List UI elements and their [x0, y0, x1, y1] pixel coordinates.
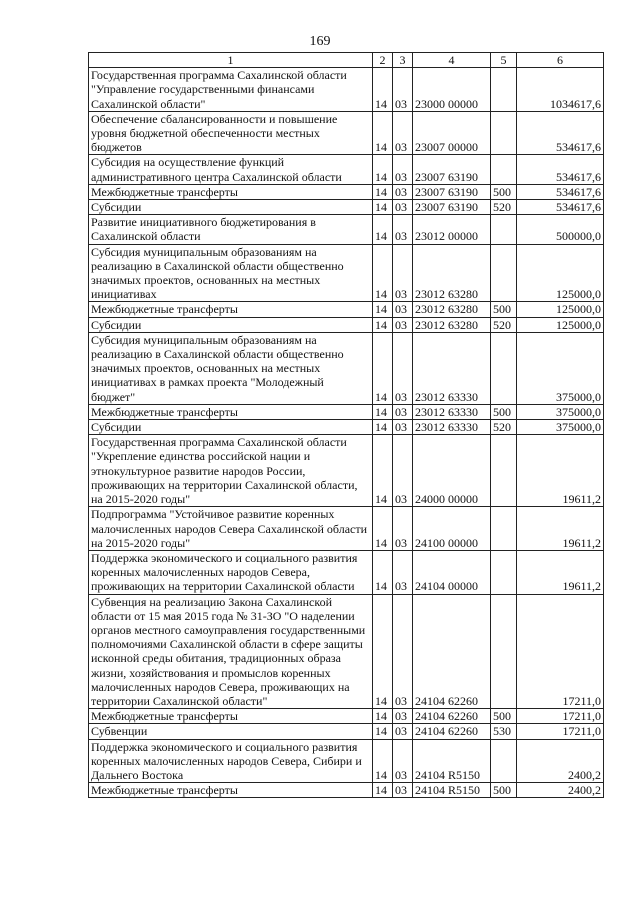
row-expense-type [491, 68, 517, 112]
row-target-code: 23007 63190 [413, 184, 491, 199]
header-col-5: 5 [491, 53, 517, 68]
row-amount: 17211,0 [517, 709, 604, 724]
budget-table [88, 52, 604, 798]
row-name: Межбюджетные трансферты [89, 184, 373, 199]
row-name: Межбюджетные трансферты [89, 302, 373, 317]
row-expense-type [491, 550, 517, 594]
row-target-code: 23012 63280 [413, 244, 491, 302]
row-section: 14 [373, 594, 393, 709]
row-section: 14 [373, 68, 393, 112]
header-col-1: 1 [89, 53, 373, 68]
row-name: Государственная программа Сахалинской области "Укрепление единства российской нации и этнокультурное развитие народов России, проживающих на территории Сахалинской области, на 2015-2020 годы" [89, 435, 373, 507]
row-subsection: 03 [393, 200, 413, 215]
table-row [89, 739, 604, 783]
row-subsection: 03 [393, 302, 413, 317]
row-amount: 375000,0 [517, 332, 604, 404]
table-row [89, 594, 604, 709]
table-row [89, 420, 604, 435]
row-expense-type [491, 215, 517, 244]
row-target-code: 24000 00000 [413, 435, 491, 507]
row-subsection: 03 [393, 739, 413, 783]
table-row [89, 550, 604, 594]
row-subsection: 03 [393, 783, 413, 798]
row-amount: 125000,0 [517, 302, 604, 317]
table-row [89, 435, 604, 507]
row-amount: 534617,6 [517, 111, 604, 155]
row-subsection: 03 [393, 507, 413, 551]
row-expense-type: 500 [491, 184, 517, 199]
row-amount: 534617,6 [517, 184, 604, 199]
row-subsection: 03 [393, 332, 413, 404]
table-body [89, 68, 604, 798]
row-amount: 19611,2 [517, 550, 604, 594]
row-target-code: 24104 R5150 [413, 739, 491, 783]
row-name: Обеспечение сбалансированности и повышение уровня бюджетной обеспеченности местных бюджетов [89, 111, 373, 155]
row-name: Субсидия муниципальным образованиям на реализацию в Сахалинской области общественно значимых проектов, основанных на местных инициативах [89, 244, 373, 302]
header-col-4: 4 [413, 53, 491, 68]
row-subsection: 03 [393, 68, 413, 112]
table-row [89, 68, 604, 112]
row-target-code: 23012 63280 [413, 317, 491, 332]
row-target-code: 24104 R5150 [413, 783, 491, 798]
row-section: 14 [373, 724, 393, 739]
row-name: Межбюджетные трансферты [89, 709, 373, 724]
header-row [89, 53, 604, 68]
header-col-3: 3 [393, 53, 413, 68]
row-section: 14 [373, 244, 393, 302]
row-amount: 2400,2 [517, 783, 604, 798]
row-target-code: 24104 00000 [413, 550, 491, 594]
row-expense-type [491, 594, 517, 709]
row-subsection: 03 [393, 435, 413, 507]
row-expense-type: 500 [491, 404, 517, 419]
row-amount: 125000,0 [517, 317, 604, 332]
row-expense-type [491, 507, 517, 551]
row-expense-type: 520 [491, 317, 517, 332]
row-amount: 2400,2 [517, 739, 604, 783]
table-row [89, 783, 604, 798]
row-expense-type [491, 111, 517, 155]
row-expense-type [491, 739, 517, 783]
row-section: 14 [373, 420, 393, 435]
header-col-6: 6 [517, 53, 604, 68]
row-section: 14 [373, 184, 393, 199]
row-amount: 500000,0 [517, 215, 604, 244]
table-row [89, 724, 604, 739]
row-subsection: 03 [393, 244, 413, 302]
row-expense-type: 530 [491, 724, 517, 739]
row-section: 14 [373, 155, 393, 184]
row-name: Субсидии [89, 420, 373, 435]
row-subsection: 03 [393, 155, 413, 184]
row-section: 14 [373, 709, 393, 724]
row-amount: 534617,6 [517, 155, 604, 184]
row-section: 14 [373, 550, 393, 594]
row-subsection: 03 [393, 317, 413, 332]
row-target-code: 23000 00000 [413, 68, 491, 112]
table-row [89, 404, 604, 419]
row-section: 14 [373, 783, 393, 798]
row-name: Субсидия на осуществление функций административного центра Сахалинской области [89, 155, 373, 184]
row-target-code: 23012 63330 [413, 404, 491, 419]
table-row [89, 111, 604, 155]
row-expense-type: 500 [491, 709, 517, 724]
row-name: Субсидии [89, 317, 373, 332]
row-amount: 19611,2 [517, 507, 604, 551]
row-section: 14 [373, 739, 393, 783]
row-name: Поддержка экономического и социального развития коренных малочисленных народов Севера, Сибири и Дальнего Востока [89, 739, 373, 783]
row-section: 14 [373, 302, 393, 317]
row-name: Субсидия муниципальным образованиям на реализацию в Сахалинской области общественно значимых проектов, основанных на местных инициативах в рамках проекта "Молодежный бюджет" [89, 332, 373, 404]
row-subsection: 03 [393, 215, 413, 244]
row-subsection: 03 [393, 184, 413, 199]
row-amount: 375000,0 [517, 420, 604, 435]
row-expense-type [491, 244, 517, 302]
table-row [89, 507, 604, 551]
row-expense-type [491, 332, 517, 404]
table-row [89, 317, 604, 332]
row-target-code: 24104 62260 [413, 724, 491, 739]
header-col-2: 2 [373, 53, 393, 68]
row-amount: 19611,2 [517, 435, 604, 507]
row-amount: 534617,6 [517, 200, 604, 215]
row-subsection: 03 [393, 420, 413, 435]
row-section: 14 [373, 404, 393, 419]
row-expense-type [491, 155, 517, 184]
row-target-code: 23012 00000 [413, 215, 491, 244]
row-name: Подпрограмма "Устойчивое развитие коренных малочисленных народов Севера Сахалинской области на 2015-2020 годы" [89, 507, 373, 551]
row-subsection: 03 [393, 111, 413, 155]
row-section: 14 [373, 317, 393, 332]
row-name: Поддержка экономического и социального развития коренных малочисленных народов Севера, проживающих на территории Сахалинской области [89, 550, 373, 594]
row-name: Субсидии [89, 200, 373, 215]
table-row [89, 332, 604, 404]
row-target-code: 23007 63190 [413, 200, 491, 215]
row-subsection: 03 [393, 594, 413, 709]
row-section: 14 [373, 332, 393, 404]
row-target-code: 24104 62260 [413, 709, 491, 724]
row-amount: 375000,0 [517, 404, 604, 419]
row-name: Развитие инициативного бюджетирования в Сахалинской области [89, 215, 373, 244]
table-row [89, 709, 604, 724]
row-subsection: 03 [393, 724, 413, 739]
row-subsection: 03 [393, 550, 413, 594]
row-section: 14 [373, 215, 393, 244]
row-section: 14 [373, 507, 393, 551]
row-subsection: 03 [393, 404, 413, 419]
table-row [89, 184, 604, 199]
table-row [89, 155, 604, 184]
table-row [89, 244, 604, 302]
row-subsection: 03 [393, 709, 413, 724]
row-target-code: 23007 63190 [413, 155, 491, 184]
row-target-code: 23012 63330 [413, 420, 491, 435]
row-amount: 125000,0 [517, 244, 604, 302]
row-expense-type: 500 [491, 783, 517, 798]
row-amount: 1034617,6 [517, 68, 604, 112]
row-target-code: 24104 62260 [413, 594, 491, 709]
row-name: Межбюджетные трансферты [89, 404, 373, 419]
table-header [89, 53, 604, 68]
row-expense-type [491, 435, 517, 507]
row-section: 14 [373, 435, 393, 507]
row-amount: 17211,0 [517, 724, 604, 739]
row-name: Субвенция на реализацию Закона Сахалинской области от 15 мая 2015 года № 31-ЗО "О наделении органов местного самоуправления государственными полномочиями Сахалинской области в сфере защиты исконной среды обитания, традиционных образа жизни, хозяйствования и промыслов коренных малочисленных народов Севера, проживающих на территории Сахалинской области" [89, 594, 373, 709]
row-name: Государственная программа Сахалинской области "Управление государственными финансами Сахалинской области" [89, 68, 373, 112]
row-name: Субвенции [89, 724, 373, 739]
row-amount: 17211,0 [517, 594, 604, 709]
table-row [89, 215, 604, 244]
row-target-code: 23012 63280 [413, 302, 491, 317]
page-number: 169 [309, 34, 331, 49]
table-row [89, 302, 604, 317]
row-name: Межбюджетные трансферты [89, 783, 373, 798]
row-expense-type: 500 [491, 302, 517, 317]
row-expense-type: 520 [491, 200, 517, 215]
table-row [89, 200, 604, 215]
row-expense-type: 520 [491, 420, 517, 435]
row-section: 14 [373, 200, 393, 215]
row-target-code: 24100 00000 [413, 507, 491, 551]
row-target-code: 23007 00000 [413, 111, 491, 155]
row-section: 14 [373, 111, 393, 155]
row-target-code: 23012 63330 [413, 332, 491, 404]
